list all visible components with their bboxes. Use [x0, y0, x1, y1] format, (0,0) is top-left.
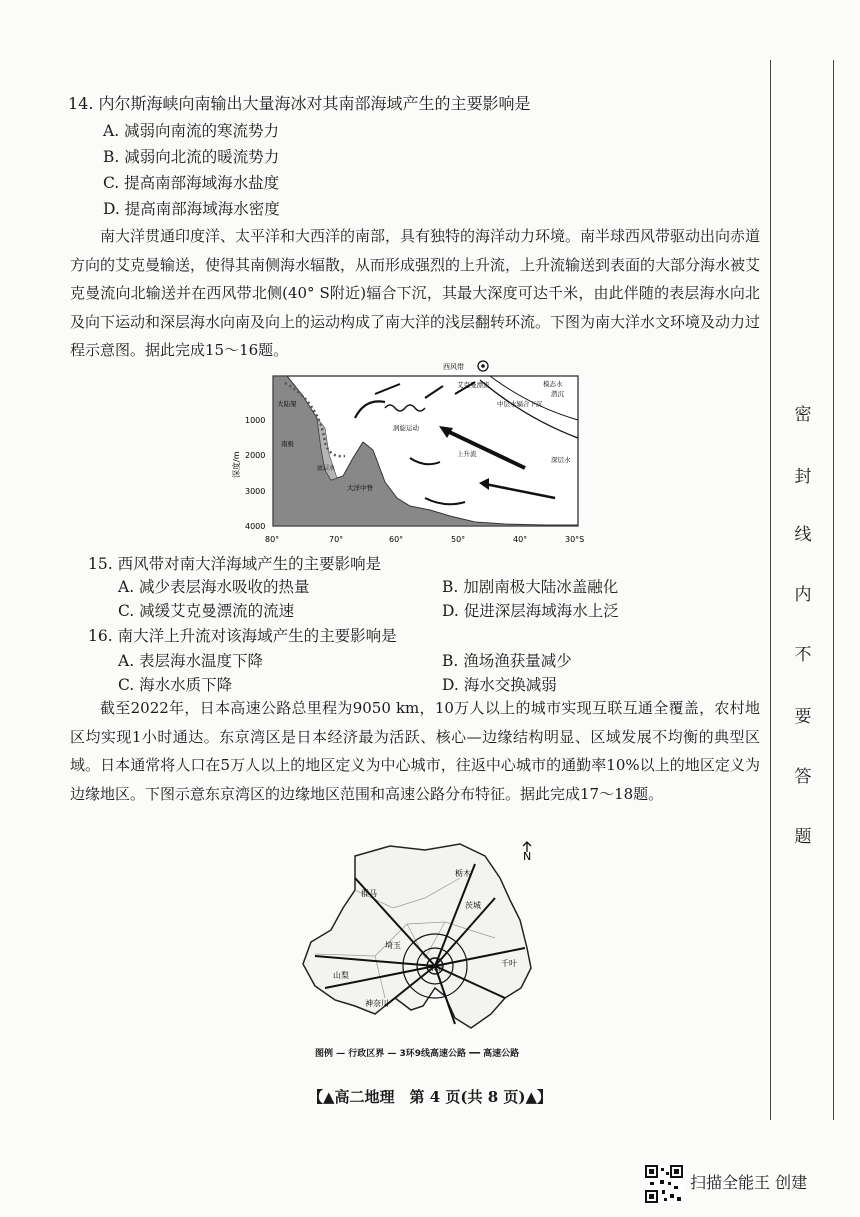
q15-option-a: A. 减少表层海水吸收的热量	[118, 578, 310, 596]
q16-option-d: D. 海水交换减弱	[442, 676, 557, 694]
map-legend: 图例 — 行政区界 — 3环9线高速公路 ━━ 高速公路	[315, 1049, 520, 1059]
depth-tick-1000: 1000	[245, 416, 266, 425]
passage-tokyo-bay	[70, 694, 760, 808]
page-footer: 【▲高二地理 第 4 页(共 8 页)▲】	[307, 1088, 553, 1106]
question-14-stem: 14. 内尔斯海峡向南输出大量海冰对其南部海域产生的主要影响是	[68, 94, 531, 113]
region-ibaraki: 茨城	[465, 901, 481, 910]
depth-tick-4000: 4000	[245, 522, 266, 531]
label-ridge: 大洋中脊	[347, 484, 373, 492]
lat-tick-40: 40°	[513, 535, 528, 544]
region-yamanashi: 山梨	[333, 971, 349, 980]
q16-option-b: B. 渔场渔获量减少	[442, 652, 572, 670]
seal-char-8: 题	[794, 827, 812, 847]
q14-option-d: D. 提高南部海域海水密度	[103, 200, 280, 218]
region-chiba: 千叶	[501, 959, 517, 968]
lat-tick-30s: 30°S	[565, 535, 585, 544]
scanner-watermark: 扫描全能王 创建	[690, 1173, 808, 1192]
q14-option-b: B. 减弱向北流的暖流势力	[103, 148, 280, 166]
qr-code-icon	[644, 1164, 684, 1204]
lat-tick-60: 60°	[389, 535, 404, 544]
region-kanagawa: 神奈川	[365, 999, 389, 1008]
seal-char-6: 要	[794, 707, 812, 727]
label-shelf: 大陆架	[277, 400, 297, 408]
label-sink: 潜沉	[551, 390, 564, 398]
passage-2-text: 截至2022年，日本高速公路总里程为9050 km，10万人以上的城市实现互联互通全覆盖，农村地区均实现1小时通达。东京湾区是日本经济最为活跃、核心—边缘结构明显、区域发展不均衡的典型区域。日本通常将人口在5万人以上的地区定义为中心城市，往返中心城市的通勤率10%以上的地区定义为边缘地区。下图示意东京湾区的边缘地区范围和高速公路分布特征。据此完成17～18题。	[70, 699, 760, 803]
label-eddy: 涡旋运动	[393, 424, 419, 432]
seal-char-3: 线	[794, 525, 812, 545]
region-gunma: 群马	[361, 889, 377, 898]
region-tochigi: 栃木	[455, 869, 471, 878]
question-15-stem: 15. 西风带对南大洋海域产生的主要影响是	[88, 555, 382, 573]
seal-char-7: 答	[794, 767, 812, 787]
depth-axis-label: 深度/m	[232, 451, 241, 478]
question-16-stem: 16. 南大洋上升流对该海域产生的主要影响是	[88, 627, 397, 645]
label-deep-water: 深层水	[551, 456, 571, 464]
depth-tick-3000: 3000	[245, 487, 266, 496]
seal-char-1: 密	[794, 405, 812, 425]
lat-tick-50: 50°	[451, 535, 466, 544]
region-saitama: 埼玉	[385, 941, 401, 950]
q14-option-a: A. 减弱向南流的寒流势力	[103, 122, 280, 140]
label-upwelling: 上升流	[457, 450, 477, 458]
q14-option-c: C. 提高南部海域海水盐度	[103, 174, 280, 192]
label-mid-sink: 中层水辐合下沉	[497, 400, 543, 408]
q15-option-d: D. 促进深层海域海水上泛	[442, 602, 619, 620]
label-bottom-water: 底层水	[317, 465, 336, 472]
depth-tick-2000: 2000	[245, 451, 266, 460]
seal-char-4: 内	[794, 585, 812, 605]
tokyo-bay-map	[295, 838, 555, 1038]
label-antarctica: 南极	[281, 440, 294, 448]
q16-option-a: A. 表层海水温度下降	[118, 652, 264, 670]
seal-char-2: 封	[794, 467, 812, 487]
seal-char-5: 不	[794, 645, 812, 665]
passage-southern-ocean	[70, 222, 760, 365]
lat-tick-70: 70°	[329, 535, 344, 544]
label-mode-water: 模态水	[543, 380, 563, 388]
lat-tick-80: 80°	[265, 535, 280, 544]
label-westerly: 西风带	[443, 363, 464, 371]
map-outline	[303, 844, 531, 1028]
q16-option-c: C. 海水水质下降	[118, 676, 233, 694]
q15-option-c: C. 减缓艾克曼漂流的流速	[118, 602, 295, 620]
southern-ocean-diagram	[225, 358, 595, 548]
north-arrow-label: N	[523, 850, 532, 863]
q15-option-b: B. 加剧南极大陆冰盖融化	[442, 578, 619, 596]
region-tokyo: 东京	[429, 964, 443, 972]
passage-1-text: 南大洋贯通印度洋、太平洋和大西洋的南部，具有独特的海洋动力环境。南半球西风带驱动出向赤道方向的艾克曼输送，使得其南侧海水辐散，从而形成强烈的上升流，上升流输送到表面的大部分海水被艾克曼流向北输送并在西风带北侧(40° S附近)辐合下沉，其最大深度可达千米，由此伴随的表层海水向北及向下运动和深层海水向南及向上的运动构成了南大洋的浅层翻转环流。下图为南大洋水文环境及动力过程示意图。据此完成15～16题。	[70, 227, 761, 359]
label-ekman: 艾克曼漂流	[457, 381, 490, 389]
